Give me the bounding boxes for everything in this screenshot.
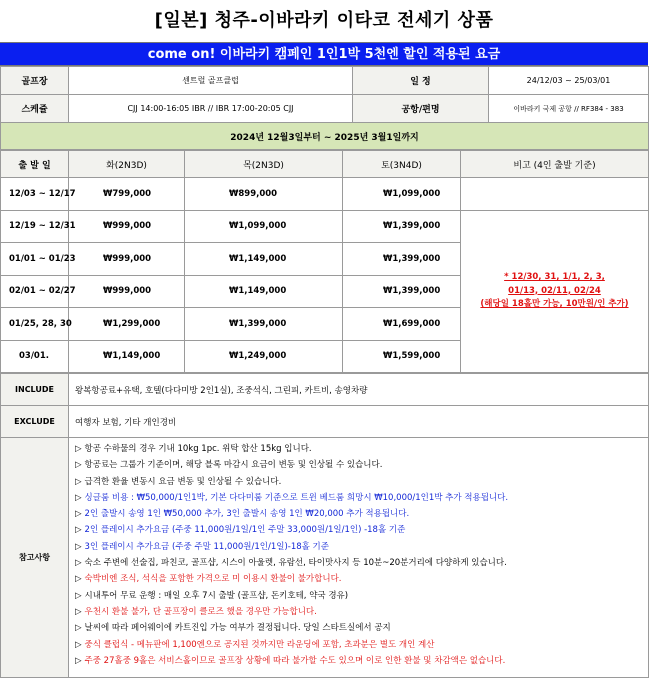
triangle-bullet-icon: ▷ (75, 558, 82, 569)
price-thu: ₩1,249,000 (185, 340, 343, 373)
note-text: 우천시 환불 불가, 단 골프장이 클로즈 했을 경우만 가능합니다. (84, 606, 317, 617)
price-thu: ₩1,149,000 (185, 275, 343, 308)
golf-label: 골프장 (1, 67, 69, 95)
note-text: 주중 27홀중 9홀은 서비스홀이므로 골프장 상황에 따라 불가할 수도 있으며 이로 인한 환불 및 차감액은 없습니다. (84, 655, 506, 666)
row-date: 12/19 ~ 12/31 (1, 210, 69, 243)
row-date: 01/25, 28, 30 (1, 308, 69, 341)
price-tue: ₩999,000 (69, 210, 185, 243)
header-remarks: 비고 (4인 출발 기준) (461, 151, 649, 178)
triangle-bullet-icon: ▷ (75, 623, 82, 634)
row-date: 03/01. (1, 340, 69, 373)
row-date: 01/01 ~ 01/23 (1, 243, 69, 276)
note-item (75, 637, 648, 653)
details-table (0, 373, 649, 678)
note-item (75, 555, 648, 571)
price-thu: ₩1,149,000 (185, 243, 343, 276)
triangle-bullet-icon: ▷ (75, 444, 82, 454)
note-item (75, 457, 648, 473)
header-departure: 출 발 일 (1, 151, 69, 178)
triangle-bullet-icon: ▷ (75, 574, 82, 585)
date-label: 일 정 (353, 67, 489, 95)
note-text: 2인 플레이시 추가요금 (주중 11,000원/1일/1인 주말 33,000원/1일/1인) -18홀 기준 (84, 525, 406, 536)
price-thu: ₩1,099,000 (185, 210, 343, 243)
note-text: 중식 클럽식 - 메뉴판에 1,100엔으로 공지된 것까지만 라운딩에 포함, 초과분은 별도 개인 계산 (84, 639, 435, 650)
price-tue: ₩999,000 (69, 275, 185, 308)
exclude-label: EXCLUDE (1, 406, 69, 438)
row-date: 02/01 ~ 02/27 (1, 275, 69, 308)
note-text: 3인 플레이시 추가요금 (주중 주말 11,000원/1인/1일)-18홀 기준 (84, 541, 329, 552)
header-sat: 토(3N4D) (343, 151, 461, 178)
price-sat: ₩1,099,000 (343, 178, 461, 211)
note-item (75, 539, 648, 555)
price-thu: ₩1,399,000 (185, 308, 343, 341)
note-text: 날씨에 따라 페어웨이에 카트진입 가능 여부가 결정됩니다. 당일 스타트실에서 공지 (84, 623, 391, 634)
note-text: 항공료는 그룹가 기준이며, 해당 블록 마감시 요금이 변동 및 인상될 수 있습니다. (84, 460, 383, 471)
note-text: 싱글룸 비용 : ₩50,000/1인1박, 기본 다다미룸 기준으로 트윈 베드룸 희망시 ₩10,000/1인1박 추가 적용됩니다. (84, 492, 509, 503)
triangle-bullet-icon: ▷ (75, 492, 82, 503)
note-item (75, 653, 648, 669)
remarks-line-2: 01/13, 02/11, 02/24 (508, 285, 601, 296)
airport-label: 공항/편명 (353, 95, 489, 123)
note-text: 항공 수하물의 경우 기내 10kg 1pc. 위탁 합산 15kg 입니다. (84, 444, 312, 454)
triangle-bullet-icon: ▷ (75, 590, 82, 601)
exclude-value: 여행자 보험, 기타 개인경비 (69, 406, 649, 438)
notes-list (69, 438, 649, 678)
row-date: 12/03 ~ 12/17 (1, 178, 69, 211)
price-sat: ₩1,699,000 (343, 308, 461, 341)
golf-value: 센트럴 골프클럽 (69, 67, 353, 95)
remarks-line-3: (해당일 18홀만 가능, 10만원/인 추가) (480, 298, 629, 309)
note-item (75, 441, 648, 457)
price-sat: ₩1,399,000 (343, 210, 461, 243)
info-table (0, 66, 649, 150)
notes-label: 참고사항 (1, 438, 69, 678)
header-tue: 화(2N3D) (69, 151, 185, 178)
period-banner: 2024년 12월3일부터 ~ 2025년 3월1일까지 (1, 123, 649, 150)
triangle-bullet-icon: ▷ (75, 639, 82, 650)
note-text: 숙박비엔 조식, 석식을 포함한 가격으로 미 이용시 환불이 불가합니다. (84, 574, 342, 585)
triangle-bullet-icon: ▷ (75, 655, 82, 666)
triangle-bullet-icon: ▷ (75, 460, 82, 471)
price-sat: ₩1,399,000 (343, 275, 461, 308)
note-item (75, 604, 648, 620)
triangle-bullet-icon: ▷ (75, 476, 82, 487)
price-tue: ₩799,000 (69, 178, 185, 211)
include-label: INCLUDE (1, 374, 69, 406)
triangle-bullet-icon: ▷ (75, 525, 82, 536)
schedule-label: 스케쥴 (1, 95, 69, 123)
triangle-bullet-icon: ▷ (75, 541, 82, 552)
price-sat: ₩1,599,000 (343, 340, 461, 373)
triangle-bullet-icon: ▷ (75, 509, 82, 520)
note-item (75, 588, 648, 604)
triangle-bullet-icon: ▷ (75, 606, 82, 617)
note-text: 숙소 주변에 선술집, 파친코, 골프샵, 시스이 아울렛, 유람선, 타이맛사지 등 10분~20분거리에 다양하게 있습니다. (84, 558, 507, 569)
note-item (75, 522, 648, 538)
table-row (1, 210, 649, 243)
note-text: 급격한 환율 변동시 요금 변동 및 인상될 수 있습니다. (84, 476, 282, 487)
airport-value: 이바라키 국제 공항 // RF384 - 383 (489, 95, 649, 123)
note-text: 시내투어 무료 운행 : 매일 오후 7시 출발 (골프샵, 돈키호테, 약국 경유) (84, 590, 349, 601)
price-table (0, 150, 649, 373)
schedule-value: CJJ 14:00-16:05 IBR // IBR 17:00-20:05 CJJ (69, 95, 353, 123)
header-thu: 목(2N3D) (185, 151, 343, 178)
price-sat: ₩1,399,000 (343, 243, 461, 276)
note-item (75, 620, 648, 636)
price-thu: ₩899,000 (185, 178, 343, 211)
price-tue: ₩1,149,000 (69, 340, 185, 373)
note-item (75, 506, 648, 522)
note-item (75, 571, 648, 587)
promo-banner: come on! 이바라키 캠페인 1인1박 5천엔 할인 적용된 요금 (0, 42, 648, 66)
remarks-line-1: * 12/30, 31, 1/1, 2, 3, (504, 272, 605, 283)
table-row (1, 178, 649, 211)
price-tue: ₩1,299,000 (69, 308, 185, 341)
price-tue: ₩999,000 (69, 243, 185, 276)
page-title: [일본] 청주-이바라키 이타코 전세기 상품 (154, 10, 494, 31)
note-item (75, 474, 648, 490)
date-value: 24/12/03 ~ 25/03/01 (489, 67, 649, 95)
note-text: 2인 출발시 송영 1인 ₩50,000 추가, 3인 출발시 송영 1인 ₩20,000 추가 적용됩니다. (84, 509, 410, 520)
include-value: 왕복항공료+유택, 호텔(다다미방 2인1실), 조중석식, 그린피, 카트비, 송영차량 (69, 374, 649, 406)
remarks-empty (461, 178, 649, 211)
remarks-note (461, 210, 649, 373)
note-item (75, 490, 648, 506)
